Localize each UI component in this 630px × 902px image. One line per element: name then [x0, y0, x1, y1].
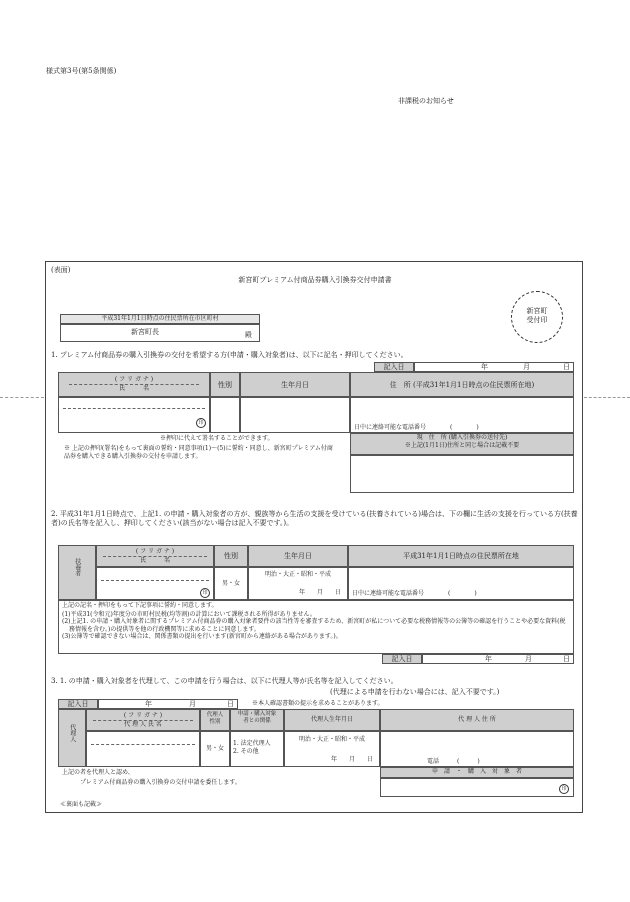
- sec1-phone-label: 日中に連絡可能な電話番号 ( ): [354, 424, 479, 431]
- sec1-date-label: 記入日: [374, 362, 414, 372]
- sec2-consent-2: (2)上記1. の申請・購入対象者に関するプレミアム付商品券の購入対象者要件の該当性等を審査するため、新宮町が私について必要な税務情報等の公簿等の確認を行うことや必要な資料(税務情報を含む。)の提供等を他の行政機関等に求めることに同意します。: [62, 618, 566, 633]
- sec2-eras: 明治・大正・昭和・平成: [264, 571, 331, 578]
- sec2-supporter-label-cell: [58, 545, 96, 600]
- sec2-date-year: 年: [485, 655, 492, 663]
- sec1-date-year: 年: [481, 363, 488, 371]
- sec2-name-header: [96, 545, 214, 567]
- sec3-ymd: 年 月 日: [330, 755, 373, 763]
- sec1-seal-mark: 印: [196, 418, 206, 428]
- sec3-name-field[interactable]: [86, 731, 200, 767]
- sec3-phone-label: 電話 ( ): [427, 758, 480, 765]
- sec3-address-header: 代 理 人 住 所: [380, 709, 574, 731]
- sec2-date-field[interactable]: [422, 654, 574, 664]
- sec2-date-label: 記入日: [382, 654, 422, 664]
- sec2-title: 2. 平成31年1月1日時点で、上記1. の申請・購入対象者の方が、親族等から生活の支援を受けている(扶養されている)場合は、下の欄に生活の支援を行っている方(扶養者)の氏名等を記入し、押印してください(該当がない場合は記入不要です。)。: [51, 510, 578, 527]
- sec1-address-field[interactable]: [350, 397, 574, 433]
- sec2-birth-field[interactable]: [248, 567, 348, 600]
- sec2-address-header: 平成31年1月1日時点の住民票所在地: [348, 545, 574, 567]
- sec3-agent-label-cell: [58, 709, 86, 767]
- sec2-consent-box: [58, 600, 574, 654]
- sec1-gender-field[interactable]: [210, 397, 240, 433]
- sec1-sign-note: ※押印に代えて署名することができます。: [160, 435, 274, 442]
- sec2-gender-header: 性別: [214, 545, 248, 567]
- sec3-relation-option-1[interactable]: 1. 法定代理人: [233, 740, 271, 747]
- sec2-consent-3: (3)公簿等で確認できない場合は、関係書類の提出を行います(新宮町から連絡がある場合があります。)。: [62, 633, 342, 640]
- sec1-birth-field[interactable]: [240, 397, 350, 433]
- sec1-furigana-line: [63, 408, 205, 409]
- form-title: 新宮町プレミアム付商品券購入引換券交付申請書: [238, 276, 392, 284]
- sec2-date-month: 月: [525, 655, 532, 663]
- sec3-furigana-label: ( フ リ ガ ナ ): [93, 712, 193, 721]
- stamp-line2: 受付印: [526, 315, 548, 324]
- sec1-title: 1. プレミアム付商品券の購入引換券の交付を希望する方(申請・購入対象者)は、以下に記名・押印してください。: [51, 351, 408, 359]
- sec3-name-label: 代 理 人 氏 名: [124, 720, 162, 728]
- sec2-furigana-label: ( フ リ ガ ナ ): [103, 548, 207, 557]
- sec1-date-field[interactable]: [414, 362, 574, 372]
- sec1-date-month: 月: [523, 363, 530, 371]
- sec3-seal-mark: 印: [559, 784, 569, 794]
- sec2-date-day: 日: [563, 655, 570, 663]
- sec1-furigana-label: ( フ リ ガ ナ ): [69, 376, 199, 385]
- addressee-header: 平成31年1月1日時点の住民票所在市区町村: [60, 314, 260, 324]
- sec1-consent-note: ※ 上記の押印(署名)をもって裏面の誓約・同意事項(1)～(5)に誓約・同意し、新宮町プレミアム付商品券を購入できる購入引換券の交付を申請します。: [64, 445, 333, 460]
- sec1-current-address-label: 現 住 所 (購入引換券の送付先): [416, 434, 508, 441]
- sec1-gender-header: 性別: [210, 372, 240, 397]
- sec2-consent-1: (1)平成31(令和元)年度分の市町村民税(均等割)の計算において課税される所得がありません。: [62, 610, 316, 618]
- sec2-address-field[interactable]: [348, 567, 574, 600]
- sec3-title-note: (代理による申請を行わない場合には、記入不要です。): [330, 688, 500, 696]
- sec1-birth-header: 生年月日: [240, 372, 350, 397]
- sec2-ymd: 年 月 日: [298, 588, 341, 596]
- addressee-box[interactable]: [60, 324, 260, 342]
- sec2-phone-label: 日中に連絡可能な電話番号 ( ): [352, 590, 477, 597]
- sec2-consent-0: 上記の記名・押印をもって下記事項に誓約・同意します。: [62, 602, 218, 609]
- sec1-name-header: [58, 372, 210, 397]
- stamp-line1: 新宮町: [526, 307, 548, 315]
- sec3-date-field[interactable]: [98, 699, 238, 709]
- form-code: 様式第3号(第5条関係): [46, 67, 117, 75]
- sec3-eras: 明治・大正・昭和・平成: [298, 736, 365, 743]
- sec2-seal-mark: 印: [200, 588, 210, 598]
- sec2-name-field[interactable]: [96, 567, 214, 600]
- sec1-current-address-note: ※上記(1月1日)住所と同じ場合は記載不要: [404, 441, 520, 449]
- fold-mark-left: [0, 397, 44, 398]
- sec3-delegation-2: プレミアム付商品券の購入引換券の交付申請を委任します。: [80, 779, 241, 786]
- sec3-birth-header: 代理人生年月日: [284, 709, 380, 731]
- sec1-current-address-header: [350, 433, 574, 455]
- sec3-gender-header: 代理人性別: [200, 709, 230, 731]
- fold-mark-right: [584, 397, 630, 398]
- reception-stamp: [511, 291, 563, 343]
- sec3-relation-header: 申請・購入対象者との関係: [230, 709, 284, 731]
- sec2-furigana-line: [101, 580, 209, 581]
- sec1-name-label: 氏 名: [118, 384, 149, 392]
- sec3-date-month: 月: [189, 700, 196, 708]
- sec3-title: 3. 1. の申請・購入対象者を代理して、この申請を行う場合は、以下に代理人等が氏名等を記入してください。: [51, 677, 398, 685]
- sec3-gender-field[interactable]: 男・女: [200, 731, 230, 767]
- sec2-supporter-label: 扶養者: [73, 558, 81, 576]
- sec3-id-note: ※本人確認書類の提示を求めることがあります。: [252, 700, 384, 707]
- sec3-agent-label: 代理人: [68, 724, 76, 742]
- sec1-current-address-field[interactable]: [350, 455, 574, 493]
- front-label: (表面): [51, 266, 71, 274]
- sec3-date-day: 日: [227, 700, 234, 708]
- sec3-birth-field[interactable]: [284, 731, 380, 767]
- addressee-honorific: 殿: [245, 331, 252, 339]
- sec1-name-field[interactable]: [58, 397, 210, 433]
- sec3-furigana-line: [91, 744, 195, 745]
- sec3-date-label: 記入日: [58, 699, 98, 709]
- sec3-applicant-field[interactable]: [380, 778, 574, 797]
- sec2-birth-header: 生年月日: [248, 545, 348, 567]
- notice-title: 非課税のお知らせ: [398, 97, 454, 105]
- sec3-relation-option-2[interactable]: 2. その他: [233, 747, 259, 755]
- sec3-name-header: [86, 709, 200, 731]
- back-note: ≪裏面も記載≫: [60, 801, 103, 808]
- sec3-address-field[interactable]: [380, 731, 574, 767]
- sec3-date-year: 年: [145, 700, 152, 708]
- sec2-gender-field[interactable]: 男・女: [214, 567, 248, 600]
- sec1-address-header: 住 所 (平成31年1月1日時点の住民票所在地): [350, 372, 574, 397]
- sec2-name-label: 氏 名: [139, 556, 170, 564]
- addressee-name: 新宮町長: [131, 328, 159, 336]
- sec1-date-day: 日: [563, 363, 570, 371]
- sec3-delegation-1: 上記の者を代理人と認め、: [62, 769, 134, 776]
- sec3-relation-field[interactable]: [230, 731, 284, 767]
- sec3-applicant-header: 申 請 ・ 購 入 対 象 者: [380, 767, 574, 778]
